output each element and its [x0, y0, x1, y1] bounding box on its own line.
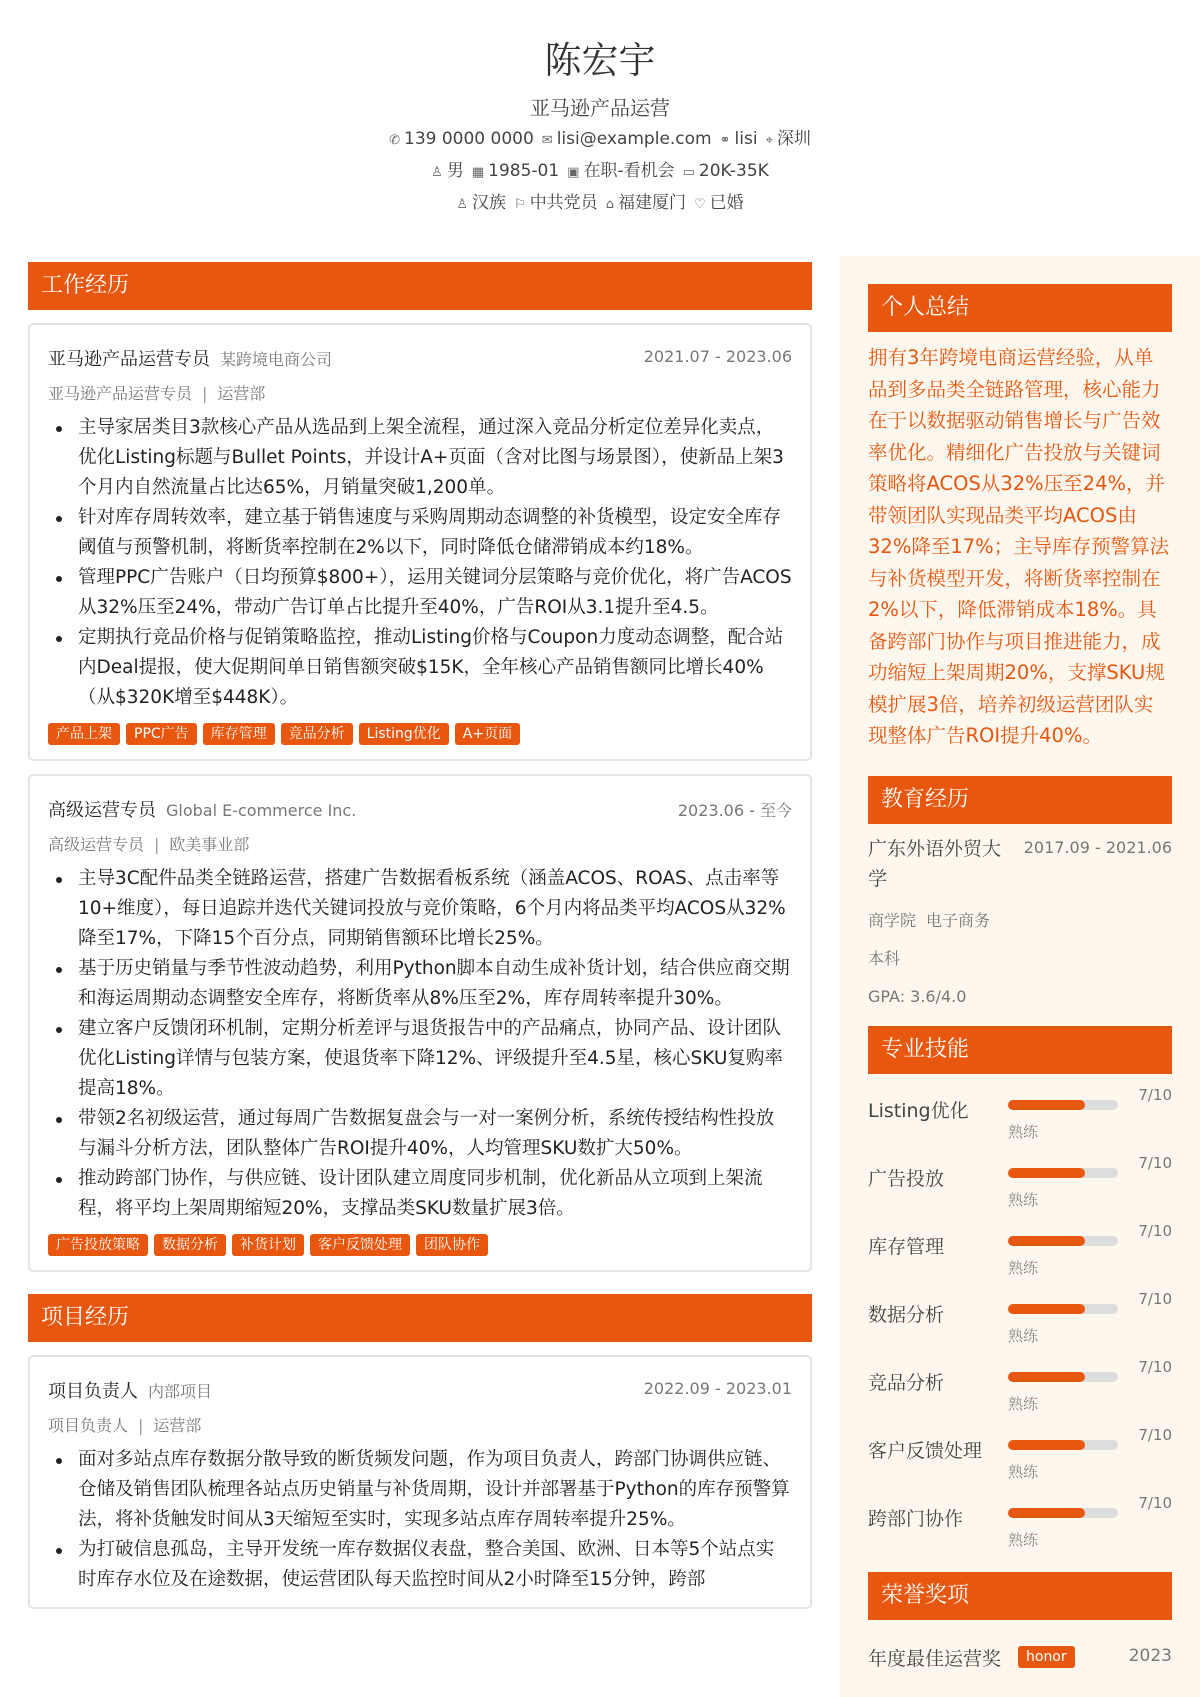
degree: 本科 — [868, 948, 901, 968]
education-date: 2017.09 - 2021.06 — [1023, 837, 1172, 857]
education-major-line — [868, 906, 1172, 936]
department: 运营部 — [217, 384, 266, 403]
skill-tag: Listing优化 — [359, 723, 449, 745]
skill-tag: A+页面 — [455, 723, 520, 745]
skill-score: 7/10 — [1138, 1289, 1172, 1308]
bullet-item: 管理PPC广告账户（日均预算$800+），运用关键词分层策略与竞价优化，将广告ACOS从32%压至24%，带动广告订单占比提升至40%，广告ROI从3.1提升至4.5。 — [48, 563, 792, 623]
skill-tag: 产品上架 — [48, 723, 120, 745]
skill-row — [868, 1150, 1172, 1218]
skill-score: 7/10 — [1138, 1153, 1172, 1172]
role: 项目负责人 — [48, 1416, 129, 1435]
honor-year: 2023 — [1128, 1645, 1172, 1666]
education-entry — [868, 834, 1172, 1012]
skill-name: 广告投放 — [868, 1167, 945, 1190]
background-row — [0, 188, 1200, 213]
card-header — [48, 1377, 792, 1405]
skill-level: 熟练 — [1008, 1326, 1039, 1345]
skill-bar-fill — [1008, 1236, 1085, 1246]
skill-level: 熟练 — [1008, 1190, 1039, 1209]
skill-name: 数据分析 — [868, 1303, 945, 1326]
skill-bar — [1008, 1304, 1118, 1314]
skill-bar-fill — [1008, 1440, 1085, 1450]
skill-tag: 客户反馈处理 — [310, 1234, 410, 1256]
position-title: 亚马逊产品运营专员 — [48, 349, 210, 370]
honor-badge: honor — [1018, 1646, 1075, 1668]
role: 高级运营专员 — [48, 835, 145, 854]
heart-icon: ♡ — [693, 197, 706, 212]
tag-row — [48, 1234, 792, 1258]
skill-name: 库存管理 — [868, 1235, 945, 1258]
skill-level: 熟练 — [1008, 1258, 1039, 1277]
info-text: 1985-01 — [488, 161, 560, 181]
contact-row — [0, 124, 1200, 149]
skill-name: 竞品分析 — [868, 1371, 945, 1394]
skill-bar-fill — [1008, 1100, 1085, 1110]
info-text: 139 0000 0000 — [404, 129, 534, 149]
calendar-icon: ▦ — [471, 165, 485, 180]
skill-tag: 广告投放策略 — [48, 1234, 148, 1256]
bullet-item: 建立客户反馈闭环机制，定期分析差评与退货报告中的产品痛点，协同产品、设计团队优化Listing详情与包装方案，使退货率下降12%、评级提升至4.5星，核心SKU复购率提高18%。 — [48, 1014, 792, 1104]
candidate-title: 亚马逊产品运营 — [530, 96, 670, 120]
skill-score: 7/10 — [1138, 1493, 1172, 1512]
card-header — [48, 796, 792, 824]
skill-bar — [1008, 1168, 1118, 1178]
skill-level: 熟练 — [1008, 1462, 1039, 1481]
info-item — [389, 129, 534, 149]
info-text: 深圳 — [776, 129, 811, 149]
location-icon: ⌖ — [765, 133, 773, 148]
skill-bar-fill — [1008, 1508, 1085, 1518]
separator: | — [154, 835, 160, 854]
bullet-item: 主导家居类目3款核心产品从选品到上架全流程，通过深入竞品分析定位差异化卖点，优化Listing标题与Bullet Points，并设计A+页面（含对比图与场景图），使新品上架3个月内自然流量占比达65%，月销量突破1,200单。 — [48, 413, 792, 503]
info-text: 汉族 — [472, 193, 507, 213]
work-list — [28, 323, 812, 1272]
bullet-item: 主导3C配件品类全链路运营，搭建广告数据看板系统（涵盖ACOS、ROAS、点击率等10+维度），每日追踪并迭代关键词投放与竞价策略，6个月内将品类平均ACOS从32%降至17%，下降15个百分点，同期销售额环比增长25%。 — [48, 864, 792, 954]
honor-row — [868, 1634, 1172, 1674]
people-icon: ♙ — [456, 197, 469, 212]
company-name: Global E-commerce Inc. — [166, 801, 357, 820]
skill-row — [868, 1422, 1172, 1490]
role-line — [48, 1413, 792, 1437]
honors-heading: 荣誉奖项 — [868, 1572, 1172, 1620]
info-item — [683, 161, 769, 181]
college: 商学院 — [868, 910, 917, 930]
phone-icon: ✆ — [389, 133, 400, 148]
skill-tag: 补货计划 — [232, 1234, 304, 1256]
work-section-heading: 工作经历 — [28, 262, 812, 310]
card-header — [48, 345, 792, 373]
department: 欧美事业部 — [169, 835, 250, 854]
personal-row — [0, 156, 1200, 181]
info-text: lisi — [734, 129, 758, 149]
role-line — [48, 381, 792, 405]
money-icon: ▭ — [682, 165, 695, 180]
skill-bar-fill — [1008, 1304, 1085, 1314]
info-item — [472, 161, 559, 181]
skill-score: 7/10 — [1138, 1085, 1172, 1104]
person-icon: ♙ — [431, 165, 443, 180]
info-item — [431, 156, 464, 181]
separator: | — [202, 384, 208, 403]
skill-name: Listing优化 — [868, 1099, 969, 1122]
home-icon: ⌂ — [605, 197, 614, 212]
position-title: 高级运营专员 — [48, 800, 156, 821]
info-text: 已婚 — [709, 193, 744, 213]
skill-tag: 竞品分析 — [281, 723, 353, 745]
date-range: 2022.09 - 2023.01 — [643, 1379, 792, 1398]
skill-row — [868, 1082, 1172, 1150]
honor-list — [840, 1634, 1200, 1674]
main-column — [28, 273, 812, 1609]
tag-row — [48, 723, 792, 747]
info-item — [766, 124, 811, 149]
info-item — [694, 188, 744, 213]
education-heading: 教育经历 — [868, 776, 1172, 824]
bullet-item: 定期执行竞品价格与促销策略监控，推动Listing价格与Coupon力度动态调整，配合站内Deal提报，使大促期间单日销售额突破$15K，全年核心产品销售额同比增长40%（从$320K增至$448K）。 — [48, 623, 792, 713]
experience-card — [28, 774, 812, 1272]
company-name: 内部项目 — [148, 1382, 213, 1401]
skill-score: 7/10 — [1138, 1357, 1172, 1376]
info-text: 在职-看机会 — [583, 161, 675, 181]
bullet-list — [48, 1445, 792, 1595]
flag-icon: ⚐ — [514, 197, 526, 212]
info-text: 20K-35K — [698, 161, 769, 181]
skill-bar-fill — [1008, 1372, 1085, 1382]
skill-bar — [1008, 1100, 1118, 1110]
major: 电子商务 — [926, 910, 991, 930]
project-section-heading: 项目经历 — [28, 1294, 812, 1342]
skill-score: 7/10 — [1138, 1221, 1172, 1240]
skill-row — [868, 1354, 1172, 1422]
bullet-item: 带领2名初级运营，通过每周广告数据复盘会与一对一案例分析，系统传授结构性投放与漏斗分析方法，团队整体广告ROI提升40%，人均管理SKU数扩大50%。 — [48, 1104, 792, 1164]
company-name: 某跨境电商公司 — [220, 350, 333, 369]
position-title: 项目负责人 — [48, 1381, 138, 1402]
briefcase-icon: ▣ — [567, 165, 580, 180]
summary-heading: 个人总结 — [868, 284, 1172, 332]
info-text: lisi@example.com — [556, 129, 712, 149]
link-icon: ⚭ — [719, 133, 731, 148]
skill-level: 熟练 — [1008, 1530, 1039, 1549]
date-range: 2021.07 - 2023.06 — [643, 347, 792, 366]
date-range: 2023.06 - 至今 — [677, 801, 792, 820]
bullet-item: 基于历史销量与季节性波动趋势，利用Python脚本自动生成补货计划，结合供应商交期和海运周期动态调整安全库存，将断货率从8%压至2%，库存周转率提升30%。 — [48, 954, 792, 1014]
skill-bar — [1008, 1236, 1118, 1246]
info-text: 福建厦门 — [617, 193, 686, 213]
skill-level: 熟练 — [1008, 1122, 1039, 1141]
skill-row — [868, 1490, 1172, 1558]
skill-tag: PPC广告 — [126, 723, 197, 745]
info-item — [567, 156, 674, 181]
info-text: 男 — [446, 161, 464, 181]
experience-card — [28, 323, 812, 761]
skill-bar — [1008, 1440, 1118, 1450]
info-item — [720, 129, 758, 149]
honor-name: 年度最佳运营奖 — [868, 1647, 1002, 1670]
info-text: 中共党员 — [529, 193, 598, 213]
skill-list — [840, 1082, 1200, 1558]
department: 运营部 — [153, 1416, 202, 1435]
bullet-item: 面对多站点库存数据分散导致的断货频发问题，作为项目负责人，跨部门协调供应链、仓储及销售团队梳理各站点历史销量与补货周期，设计并部署基于Python的库存预警算法，将补货触发时间从3天缩短至实时，实现多站点库存周转率提升25%。 — [48, 1445, 792, 1535]
bullet-list — [48, 413, 792, 713]
role: 亚马逊产品运营专员 — [48, 384, 193, 403]
gpa: GPA: 3.6/4.0 — [868, 986, 967, 1006]
info-item — [514, 188, 598, 213]
school-name: 广东外语外贸大学 — [868, 837, 1002, 890]
candidate-name: 陈宏宇 — [544, 39, 656, 82]
bullet-list — [48, 864, 792, 1224]
summary-text: 拥有3年跨境电商运营经验，从单品到多品类全链路管理，核心能力在于以数据驱动销售增长与广告效率优化。精细化广告投放与关键词策略将ACOS从32%压至24%，并带领团队实现品类平均ACOS由32%降至17%；主导库存预警算法与补货模型开发，将断货率控制在2%以下，降低滞销成本18%。具备跨部门协作与项目推进能力，成功缩短上架周期20%，支撑SKU规模扩展3倍，培养初级运营团队实现整体广告ROI提升40%。 — [868, 346, 1170, 747]
sidebar — [840, 256, 1200, 1697]
mail-icon: ✉ — [541, 133, 553, 148]
skill-tag: 团队协作 — [416, 1234, 488, 1256]
skill-tag: 数据分析 — [154, 1234, 226, 1256]
bullet-item: 推动跨部门协作，与供应链、设计团队建立周度同步机制，优化新品从立项到上架流程，将平均上架周期缩短20%，支撑品类SKU数量扩展3倍。 — [48, 1164, 792, 1224]
skill-tag: 库存管理 — [203, 723, 275, 745]
info-item — [606, 188, 686, 213]
bullet-item: 针对库存周转效率，建立基于销售速度与采购周期动态调整的补货模型，设定安全库存阈值与预警机制，将断货率控制在2%以下，同时降低仓储滞销成本约18%。 — [48, 503, 792, 563]
info-item — [542, 129, 712, 149]
skills-heading: 专业技能 — [868, 1026, 1172, 1074]
separator: | — [138, 1416, 144, 1435]
skill-bar — [1008, 1372, 1118, 1382]
skill-row — [868, 1286, 1172, 1354]
skill-bar-fill — [1008, 1168, 1085, 1178]
project-list — [28, 1355, 812, 1609]
skill-row — [868, 1218, 1172, 1286]
role-line — [48, 832, 792, 856]
info-item — [456, 188, 506, 213]
skill-bar — [1008, 1508, 1118, 1518]
skill-level: 熟练 — [1008, 1394, 1039, 1413]
skill-score: 7/10 — [1138, 1425, 1172, 1444]
skill-name: 跨部门协作 — [868, 1507, 964, 1530]
experience-card — [28, 1355, 812, 1609]
skill-name: 客户反馈处理 — [868, 1439, 983, 1462]
bullet-item: 为打破信息孤岛，主导开发统一库存数据仪表盘，整合美国、欧洲、日本等5个站点实时库存水位及在途数据，使运营团队每天监控时间从2小时降至15分钟，跨部 — [48, 1535, 792, 1595]
